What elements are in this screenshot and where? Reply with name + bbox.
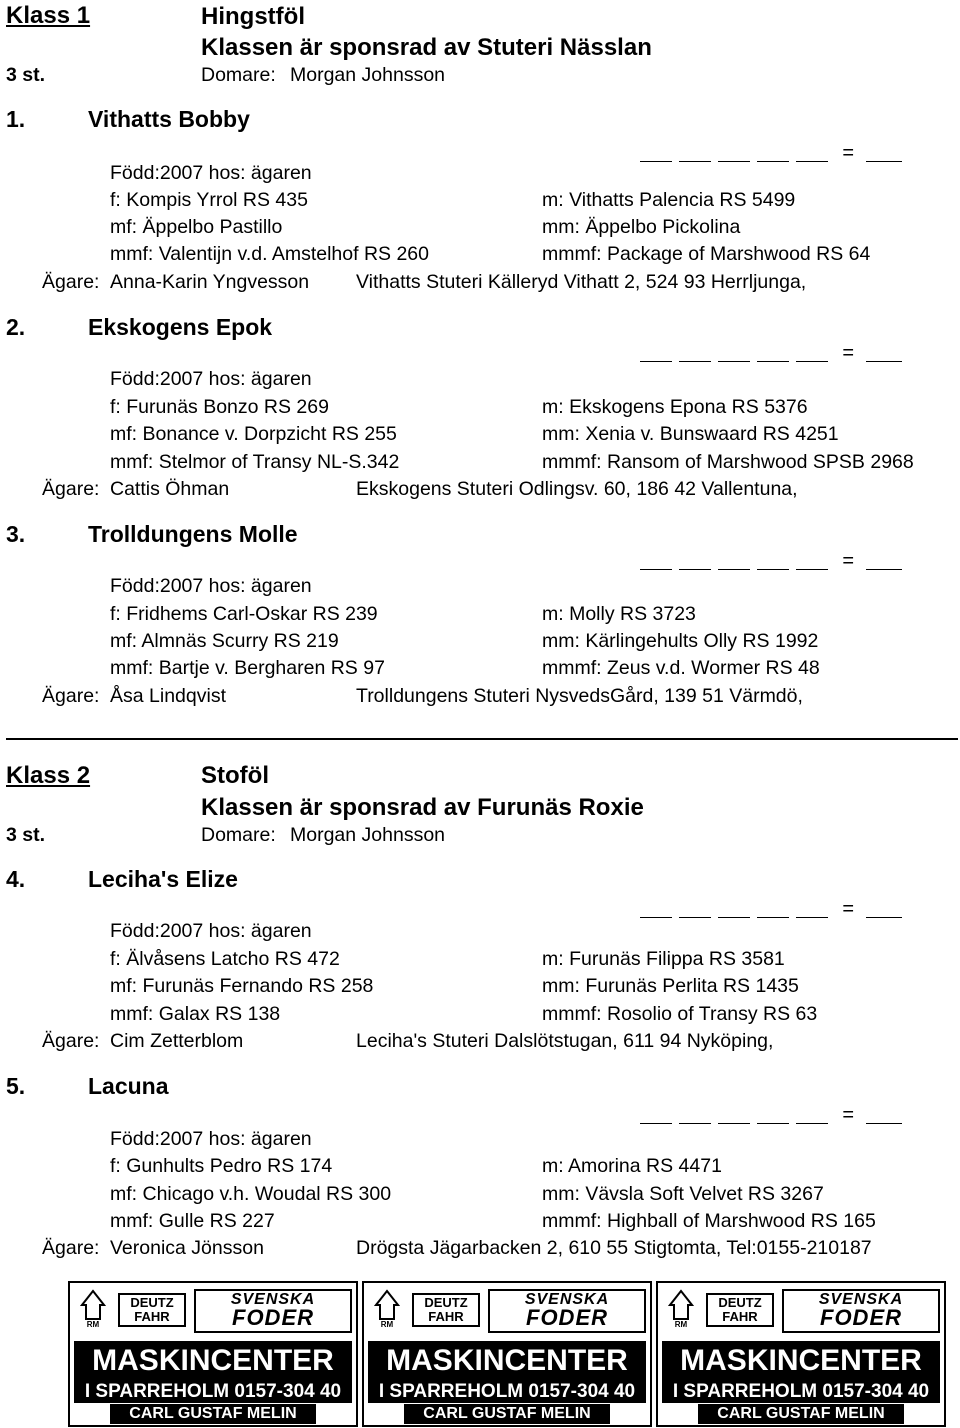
entry-2-number: 2.: [6, 314, 26, 340]
entry-2-mmmf: mmmf: Ransom of Marshwood SPSB 2968: [542, 451, 914, 473]
class-2-category: Stoföl: [201, 762, 269, 789]
entry-2-dam: m: Ekskogens Epona RS 5376: [542, 396, 808, 418]
entry-5-damdam: mm: Vävsla Soft Velvet RS 3267: [542, 1183, 824, 1205]
entry-5-damsire: mf: Chicago v.h. Woudal RS 300: [110, 1183, 392, 1205]
svenska-foder-logo: SVENSKA FODER: [194, 1289, 352, 1333]
equals-sign: =: [842, 550, 854, 572]
entry-1-dam: m: Vithatts Palencia RS 5499: [542, 189, 796, 211]
rm-logo-icon: [80, 1289, 106, 1329]
entry-5-sire: f: Gunhults Pedro RS 174: [110, 1155, 333, 1177]
entry-2-score-sheet[interactable]: [640, 340, 902, 362]
entry-3-dam: m: Molly RS 3723: [542, 603, 696, 625]
entry-1-born: Född:2007 hos: ägaren: [110, 162, 312, 184]
entry-4-born: Född:2007 hos: ägaren: [110, 920, 312, 942]
entry-1-damsire: mf: Äppelbo Pastillo: [110, 216, 283, 238]
entry-1-owner: Anna-Karin Yngvesson: [110, 271, 310, 293]
class-1-sponsor: Klassen är sponsrad av Stuteri Nässlan: [201, 34, 652, 61]
entry-5-owner-label: Ägare:: [42, 1237, 100, 1259]
entry-1-name: Vithatts Bobby: [88, 106, 250, 132]
maskincenter-ad: [362, 1281, 652, 1427]
entry-5-owner: Veronica Jönsson: [110, 1237, 264, 1259]
entry-5-number: 5.: [6, 1073, 26, 1099]
entry-5-dam: m: Amorina RS 4471: [542, 1155, 722, 1177]
entry-5-born: Född:2007 hos: ägaren: [110, 1128, 312, 1150]
entry-1-address: Vithatts Stuteri Källeryd Vithatt 2, 524 93 Herrljunga,: [356, 271, 807, 293]
entry-1-mmf: mmf: Valentijn v.d. Amstelhof RS 260: [110, 243, 429, 265]
entry-5-mmmf: mmmf: Highball of Marshwood RS 165: [542, 1210, 876, 1232]
rm-logo-icon: [374, 1289, 400, 1329]
entry-3-name: Trolldungens Molle: [88, 521, 298, 547]
entry-1-sire: f: Kompis Yrrol RS 435: [110, 189, 308, 211]
class-2-judge: Morgan Johnsson: [290, 824, 446, 846]
maskincenter-text: MASKINCENTER: [368, 1341, 646, 1381]
class-2-sponsor: Klassen är sponsrad av Furunäs Roxie: [201, 794, 644, 821]
entry-4-mmmf: mmmf: Rosolio of Transy RS 63: [542, 1003, 818, 1025]
entry-3-mmf: mmf: Bartje v. Bergharen RS 97: [110, 657, 385, 679]
deutz-fahr-logo: DEUTZ FAHR: [706, 1293, 774, 1327]
svenska-foder-logo: SVENSKA FODER: [782, 1289, 940, 1333]
svenska-foder-logo: SVENSKA FODER: [488, 1289, 646, 1333]
entry-4-number: 4.: [6, 866, 26, 892]
entry-4-damsire: mf: Furunäs Fernando RS 258: [110, 975, 374, 997]
equals-sign: =: [842, 342, 854, 364]
entry-3-owner-label: Ägare:: [42, 685, 100, 707]
entry-3-mmmf: mmmf: Zeus v.d. Wormer RS 48: [542, 657, 820, 679]
deutz-fahr-logo: DEUTZ FAHR: [118, 1293, 186, 1327]
entry-1-score-sheet[interactable]: [640, 140, 902, 162]
sparreholm-phone: I SPARREHOLM 0157-304 40: [74, 1381, 352, 1403]
entry-4-mmf: mmf: Galax RS 138: [110, 1003, 281, 1025]
entry-4-damdam: mm: Furunäs Perlita RS 1435: [542, 975, 799, 997]
equals-sign: =: [842, 1104, 854, 1126]
entry-3-address: Trolldungens Stuteri NysvedsGård, 139 51 Värmdö,: [356, 685, 803, 707]
entry-2-sire: f: Furunäs Bonzo RS 269: [110, 396, 329, 418]
class-1-label: Klass 1: [6, 2, 91, 29]
entry-4-owner-label: Ägare:: [42, 1030, 100, 1052]
entry-5-score-sheet[interactable]: [640, 1102, 902, 1124]
carl-gustaf-melin: CARL GUSTAF MELIN: [404, 1404, 610, 1424]
maskincenter-ad: [656, 1281, 946, 1427]
sparreholm-phone: I SPARREHOLM 0157-304 40: [368, 1381, 646, 1403]
maskincenter-text: MASKINCENTER: [662, 1341, 940, 1381]
entry-5-name: Lacuna: [88, 1073, 169, 1099]
entry-2-owner: Cattis Öhman: [110, 478, 230, 500]
entry-2-name: Ekskogens Epok: [88, 314, 273, 340]
entry-3-damsire: mf: Almnäs Scurry RS 219: [110, 630, 339, 652]
class-2-label: Klass 2: [6, 762, 91, 789]
entry-5-mmf: mmf: Gulle RS 227: [110, 1210, 275, 1232]
svg-text:RM: RM: [86, 1320, 100, 1329]
entry-2-owner-label: Ägare:: [42, 478, 100, 500]
carl-gustaf-melin: CARL GUSTAF MELIN: [698, 1404, 904, 1424]
class-2-judge-label: Domare:: [201, 824, 276, 846]
class-1-judge: Morgan Johnsson: [290, 64, 446, 86]
entry-1-number: 1.: [6, 106, 26, 132]
class-1-count: 3 st.: [6, 64, 46, 86]
entry-3-owner: Åsa Lindqvist: [110, 685, 226, 707]
equals-sign: =: [842, 898, 854, 920]
entry-3-sire: f: Fridhems Carl-Oskar RS 239: [110, 603, 378, 625]
class-1-judge-label: Domare:: [201, 64, 276, 86]
maskincenter-text: MASKINCENTER: [74, 1341, 352, 1381]
entry-3-born: Född:2007 hos: ägaren: [110, 575, 312, 597]
entry-4-dam: m: Furunäs Filippa RS 3581: [542, 948, 785, 970]
entry-2-mmf: mmf: Stelmor of Transy NL-S.342: [110, 451, 400, 473]
entry-2-address: Ekskogens Stuteri Odlingsv. 60, 186 42 Vallentuna,: [356, 478, 798, 500]
entry-4-score-sheet[interactable]: [640, 896, 902, 918]
entry-3-number: 3.: [6, 521, 26, 547]
entry-1-mmmf: mmmf: Package of Marshwood RS 64: [542, 243, 871, 265]
class-1-category: Hingstföl: [201, 3, 305, 30]
svg-text:RM: RM: [674, 1320, 688, 1329]
class-2-count: 3 st.: [6, 824, 46, 846]
equals-sign: =: [842, 142, 854, 164]
svg-text:RM: RM: [380, 1320, 394, 1329]
entry-3-score-sheet[interactable]: [640, 548, 902, 570]
entry-2-damsire: mf: Bonance v. Dorpzicht RS 255: [110, 423, 397, 445]
rm-logo-icon: [668, 1289, 694, 1329]
entry-5-address: Drögsta Jägarbacken 2, 610 55 Stigtomta, Tel:0155-210187: [356, 1237, 872, 1259]
entry-3-damdam: mm: Kärlingehults Olly RS 1992: [542, 630, 819, 652]
maskincenter-ad: [68, 1281, 358, 1427]
entry-4-owner: Cim Zetterblom: [110, 1030, 244, 1052]
entry-2-born: Född:2007 hos: ägaren: [110, 368, 312, 390]
sparreholm-phone: I SPARREHOLM 0157-304 40: [662, 1381, 940, 1403]
entry-4-address: Leciha's Stuteri Dalslötstugan, 611 94 Nyköping,: [356, 1030, 774, 1052]
entry-2-damdam: mm: Xenia v. Bunswaard RS 4251: [542, 423, 839, 445]
carl-gustaf-melin: CARL GUSTAF MELIN: [110, 1404, 316, 1424]
deutz-fahr-logo: DEUTZ FAHR: [412, 1293, 480, 1327]
entry-4-sire: f: Älvåsens Latcho RS 472: [110, 948, 340, 970]
entry-4-name: Leciha's Elize: [88, 866, 238, 892]
section-divider: [6, 738, 958, 740]
entry-1-damdam: mm: Äppelbo Pickolina: [542, 216, 741, 238]
entry-1-owner-label: Ägare:: [42, 271, 100, 293]
